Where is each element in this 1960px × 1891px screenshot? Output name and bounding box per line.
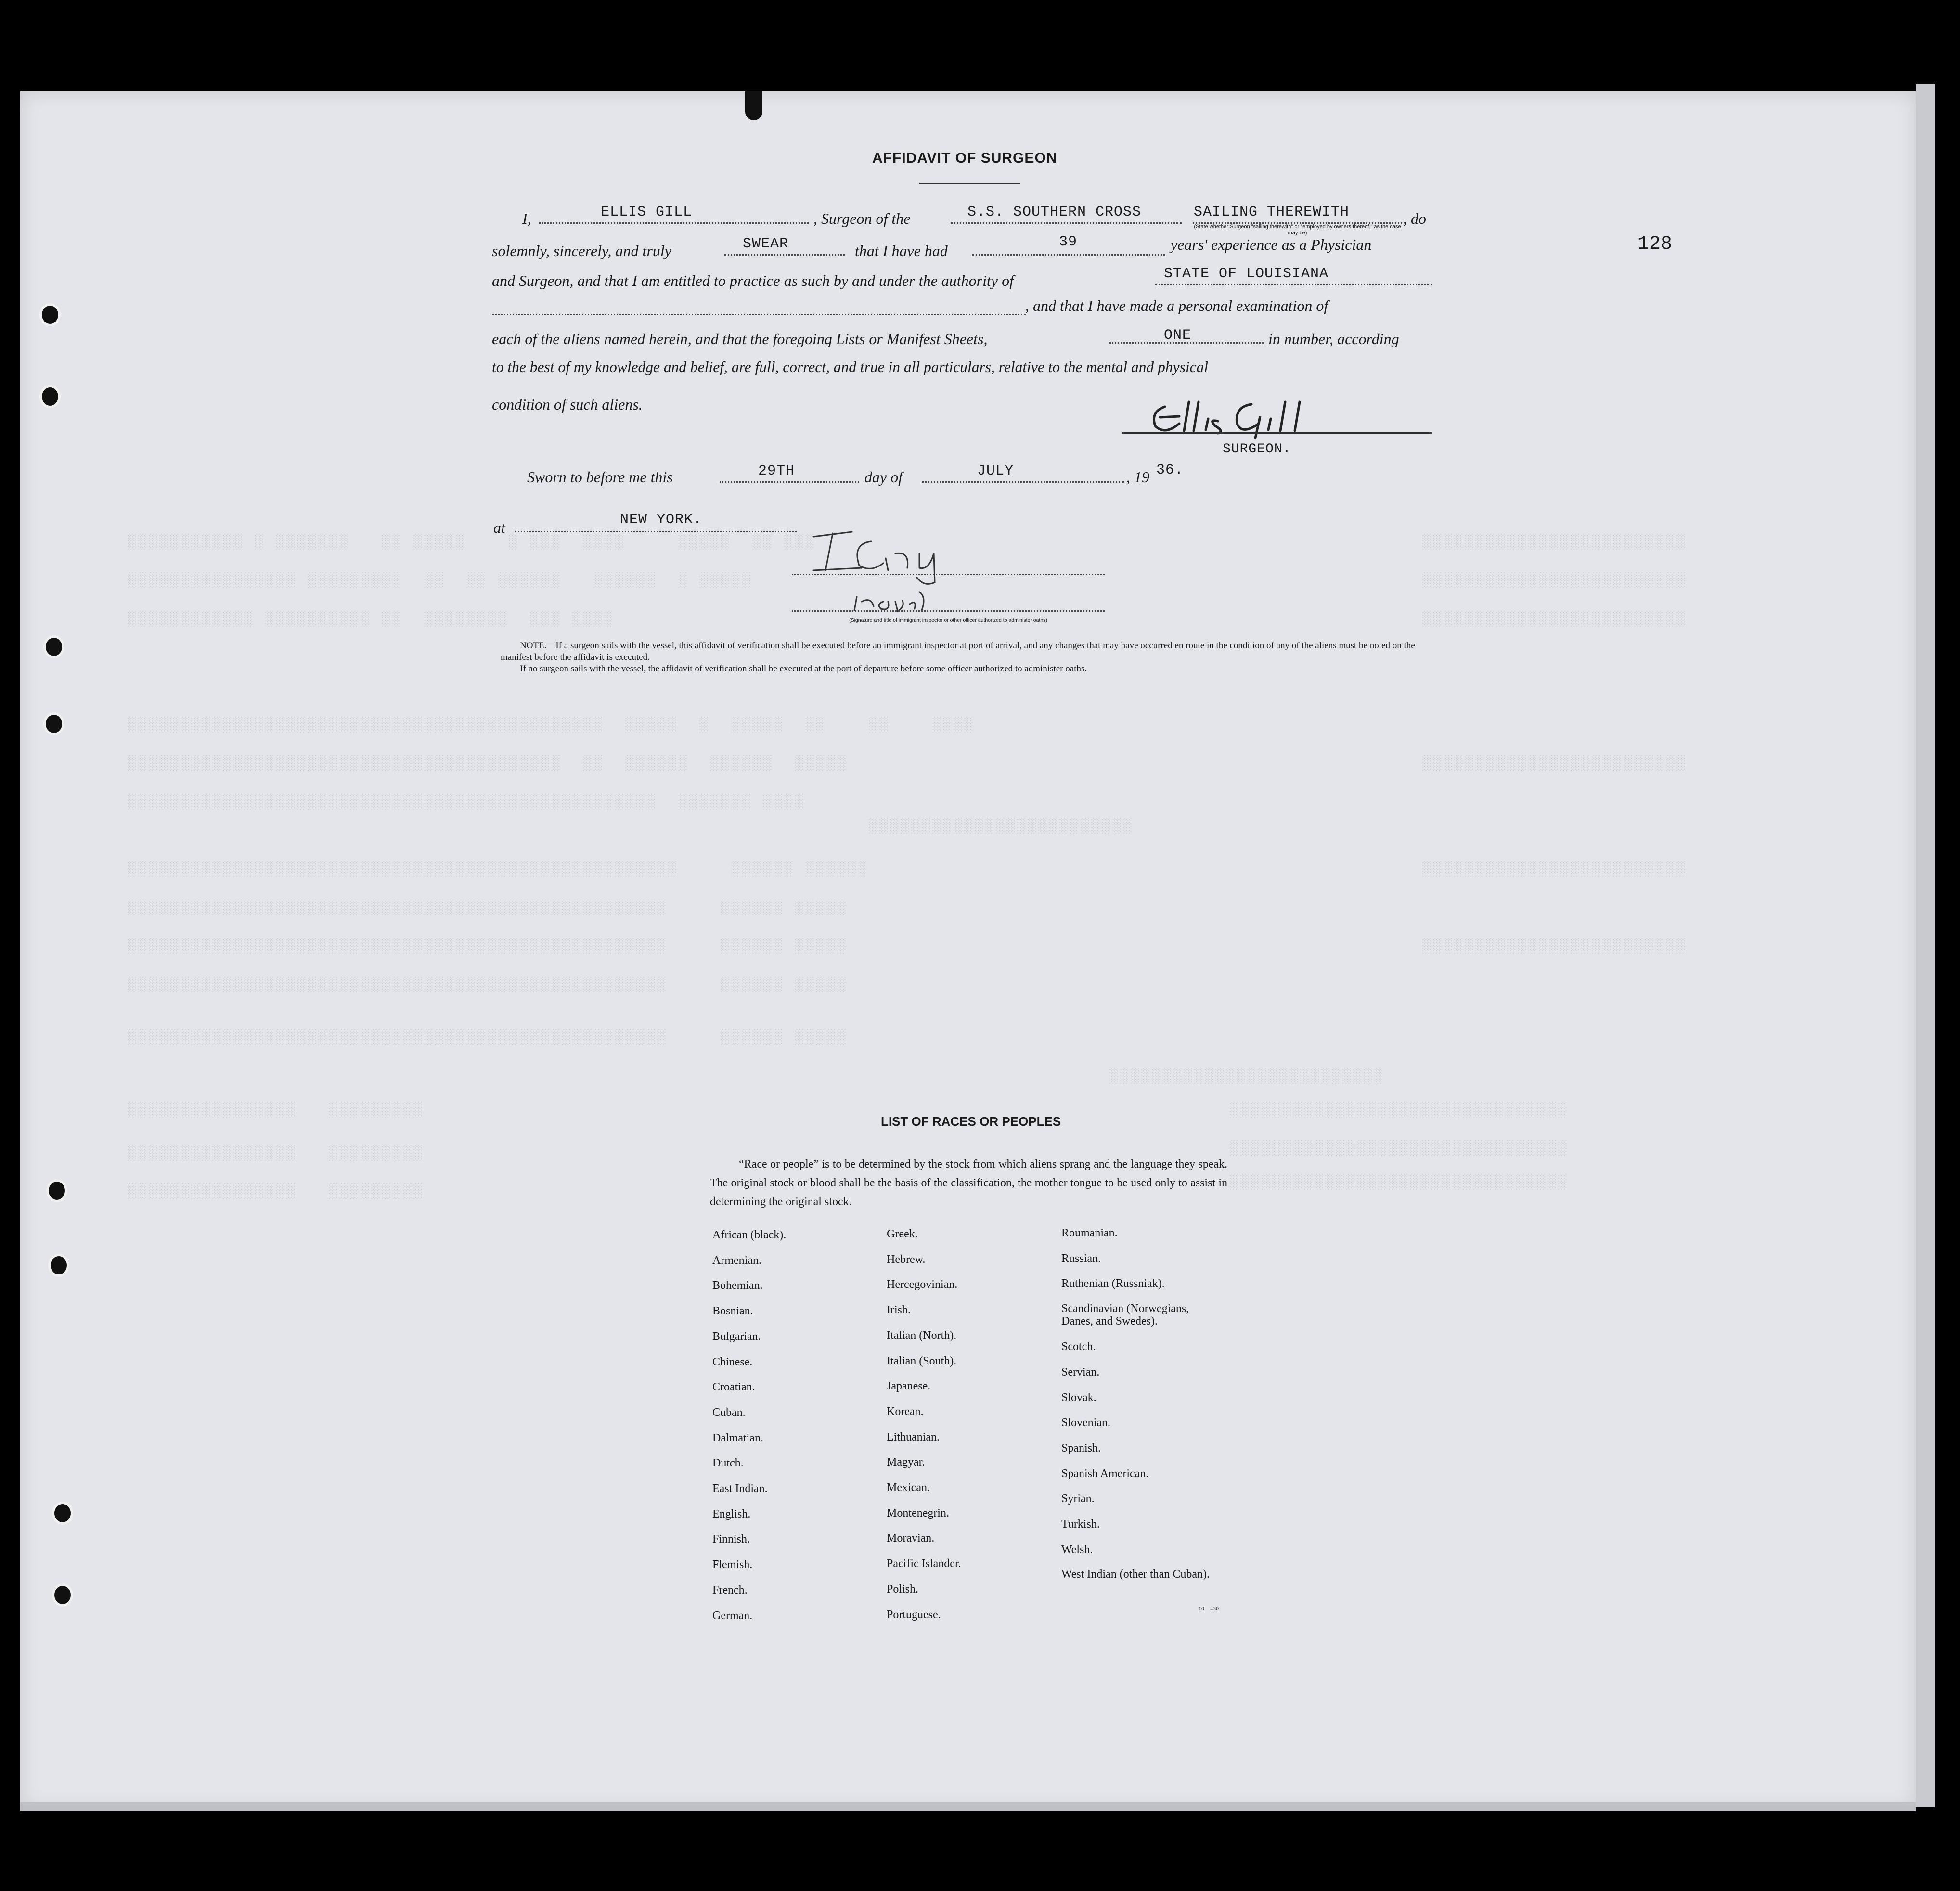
officer-caption: (Signature and title of immigrant inspector or other officer authorized to administer oaths) [849,617,1047,623]
races-column-3 [1061,1221,1220,1587]
race-item: Dalmatian. [712,1431,763,1444]
race-item: Slovak. [1061,1391,1096,1404]
race-item: Servian. [1061,1365,1100,1378]
blank-line [951,222,1182,224]
officer-line-1 [792,574,1105,575]
race-item: West Indian (other than Cuban). [1061,1568,1210,1581]
race-item: English. [712,1507,751,1520]
races-column-2 [887,1222,961,1627]
affidavit-text: , 19 [1126,468,1149,486]
race-item: Croatian. [712,1381,755,1394]
race-item: Italian (North). [887,1329,957,1342]
race-item: Mexican. [887,1481,930,1494]
race-item: Armenian. [712,1254,761,1267]
punch-hole-icon [43,712,64,735]
officer-line-2 [792,610,1105,612]
race-item: Roumanian. [1061,1227,1118,1239]
authority-field: STATE OF LOUISIANA [1164,266,1329,282]
race-item: Bulgarian. [712,1330,761,1343]
race-item: Magyar. [887,1456,925,1469]
race-item: Turkish. [1061,1518,1100,1531]
race-item: Polish. [887,1582,919,1595]
race-item: Italian (South). [887,1354,957,1367]
affidavit-text: that I have had [855,242,948,259]
affidavit-text: in number, according [1268,330,1399,347]
page-edge [1916,84,1935,1807]
sailing-field: SAILING THEREWITH [1194,204,1350,220]
form-number: 10—430 [1199,1605,1219,1612]
race-item: French. [712,1583,748,1596]
blank-line [492,314,1026,315]
race-item: Scandinavian (Norwegians, Danes, and Swedes). [1061,1302,1189,1328]
affidavit-text: years' experience as a Physician [1171,236,1372,253]
title-rule [919,183,1020,184]
race-item: Spanish. [1061,1441,1101,1454]
affidavit-text: , Surgeon of the [813,210,911,227]
affidavit-text: solemnly, sincerely, and truly [492,242,671,259]
affidavit-text: to the best of my knowledge and belief, are full, correct, and true in all particulars, relative to the mental and physical [492,359,1209,375]
note-paragraph-1: —If a surgeon sails with the vessel, this affidavit of verification shall be executed before an immigrant inspector at port of arrival, and any changes that may have occurred en route in the condition of any of the aliens must be noted on the manifest before the affidavit is executed. [501,641,1415,662]
affidavit-text: at [493,519,505,536]
month-field: JULY [977,463,1014,479]
punch-hole-icon [52,1583,73,1607]
race-item: Chinese. [712,1355,753,1368]
officer-signature [799,525,982,616]
race-item: Irish. [887,1304,911,1317]
blank-line [720,481,859,483]
blank-line [724,254,845,256]
race-item: Lithuanian. [887,1430,940,1443]
race-item: Hebrew. [887,1253,926,1266]
affidavit-text: day of [864,468,903,486]
races-title: LIST OF RACES OR PEOPLES [881,1114,1061,1129]
race-item: Cuban. [712,1406,746,1419]
binding-notch [745,91,762,120]
affidavit-text: , and that I have made a personal examination of [1025,297,1328,314]
affidavit-text: I, [522,210,531,227]
races-intro: “Race or people” is to be determined by the stock from which aliens sprang and the language they speak. The original stock or blood shall be the basis of the classification, the mother tongue to be used only to assist in determining the original stock. [710,1158,1227,1208]
place-field: NEW YORK. [620,512,703,528]
race-item: Welsh. [1061,1543,1093,1556]
race-item: East Indian. [712,1482,768,1495]
years-field: 39 [1059,234,1078,250]
race-item: Moravian. [887,1532,935,1545]
race-item: Korean. [887,1405,924,1418]
day-field: 29TH [758,463,795,479]
race-item: Pacific Islander. [887,1557,961,1570]
affidavit-note [501,640,1434,675]
race-item: Portuguese. [887,1608,941,1621]
blank-line [972,254,1165,256]
blank-line [922,481,1124,483]
race-item: Scotch. [1061,1340,1096,1353]
race-item: Russian. [1061,1252,1101,1265]
signature-line [1122,432,1432,434]
race-item: Dutch. [712,1457,744,1470]
races-column-1 [712,1222,786,1628]
race-item: African (black). [712,1229,787,1241]
race-item: Japanese. [887,1380,931,1393]
race-item: Montenegrin. [887,1506,949,1519]
affidavit-text: each of the aliens named herein, and that the foregoing Lists or Manifest Sheets, [492,330,988,347]
blank-line [539,222,809,224]
blank-line [515,531,797,532]
surgeon-signature [1146,397,1396,440]
page-number: 128 [1638,233,1673,255]
punch-hole-icon [43,635,64,658]
affidavit-text: Sworn to before me this [527,468,673,486]
surgeon-name-field: ELLIS GILL [601,204,693,220]
race-item: Ruthenian (Russniak). [1061,1277,1165,1290]
race-item: Finnish. [712,1533,750,1546]
race-item: Hercegovinian. [887,1278,958,1291]
race-item: German. [712,1609,753,1622]
race-item: Syrian. [1061,1492,1095,1505]
sheets-field: ONE [1164,327,1192,344]
oath-field: SWEAR [743,236,789,252]
race-item: Greek. [887,1228,918,1240]
page-bottom-edge [20,1802,1916,1811]
race-item: Slovenian. [1061,1416,1110,1429]
note-paragraph-2: If no surgeon sails with the vessel, the affidavit of verification shall be executed at the port of departure before some officer authorized to administer oaths. [520,664,1087,674]
ship-field: S.S. SOUTHERN CROSS [967,204,1142,220]
race-item: Bohemian. [712,1279,763,1292]
sailing-note: (State whether Surgeon "sailing therewith" or "employed by owners thereof," as the case may be) [1194,224,1401,236]
race-item: Bosnian. [712,1305,753,1318]
punch-hole-icon [39,303,61,326]
year-field: 36. [1156,462,1184,478]
blank-line [1155,284,1432,285]
race-item: Spanish American. [1061,1467,1149,1480]
race-item: Flemish. [712,1558,753,1571]
surgeon-label: SURGEON. [1223,442,1291,457]
affidavit-text: , do [1403,210,1426,227]
punch-hole-icon [46,1179,67,1202]
affidavit-title: AFFIDAVIT OF SURGEON [872,150,1057,166]
affidavit-text: condition of such aliens. [492,396,643,413]
punch-hole-icon [52,1502,73,1525]
punch-hole-icon [48,1254,69,1277]
affidavit-text: and Surgeon, and that I am entitled to practice as such by and under the authority of [492,272,1014,289]
punch-hole-icon [39,385,61,408]
note-lead: NOTE. [520,641,547,651]
